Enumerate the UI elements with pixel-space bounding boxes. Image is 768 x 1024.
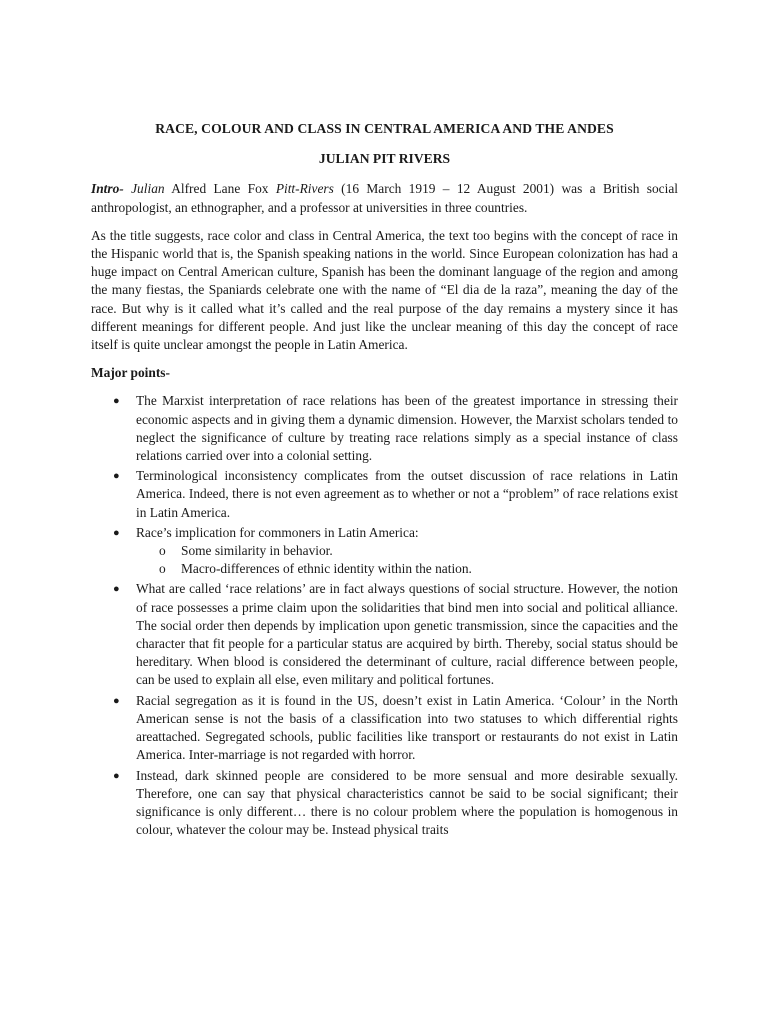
list-item <box>91 392 678 465</box>
list-item-text: What are called ‘race relations’ are in fact always questions of social structure. However, the notion of race possesses a prime claim upon the solidarities that bind men into social and political alliance. The social order then depends by implication upon genetic transmission, since the capacities and the character that fit people for a particular status are acquired by birth. Thereby, social status should be hereditary. When blood is considered the determinant of culture, racial difference between people, can be used to explain all else, even military and political fortunes. <box>136 581 678 688</box>
sub-list-item-text: Macro-differences of ethnic identity within the nation. <box>181 561 472 577</box>
bullet-icon: ● <box>113 694 120 707</box>
list-item <box>91 524 678 579</box>
list-item-text: Instead, dark skinned people are considered to be more sensual and more desirable sexually. Therefore, one can say that physical characteristics cannot be said to be social significant; their significance is only different… there is no colour problem where the population is homogenous in colour, whatever the colour may be. Instead physical traits <box>136 767 678 838</box>
sub-list-item <box>136 542 678 560</box>
intro-first-name: Julian <box>131 181 165 197</box>
document-title: RACE, COLOUR AND CLASS IN CENTRAL AMERICA AND THE ANDES <box>155 121 614 136</box>
bullet-icon: ● <box>113 583 120 596</box>
intro-paragraph <box>91 180 678 216</box>
sub-bullet-icon: o <box>159 543 166 559</box>
list-item-text: The Marxist interpretation of race relations has been of the greatest importance in stressing their economic aspects and in giving them a dynamic dimension. However, the Marxist scholars tended to neglect the significance of culture by treating race relations simply as a special instance of class relations carried over into a colonial setting. <box>136 393 678 464</box>
sub-list-item-text: Some similarity in behavior. <box>181 543 333 559</box>
sub-bullet-icon: o <box>159 561 166 577</box>
list-item <box>91 467 678 522</box>
intro-middle-names: Alfred Lane Fox <box>164 181 276 197</box>
list-item <box>91 580 678 689</box>
body-paragraph: As the title suggests, race color and class in Central America, the text too begins with the concept of race in the Hispanic world that is, the Spanish speaking nations in the world. Since European colonization has had a huge impact on Central American culture, Spanish has been the dominant language of the region and among the many fiestas, the Spaniards celebrate one with the name of “El dia de la raza”, meaning the day of the race. But why is it called what it’s called and the real purpose of the day remains a mystery since it has different meanings for different people. And just like the unclear meaning of this day the concept of race itself is quite unclear amongst the people in Latin America. <box>91 227 678 353</box>
intro-surname: Pitt-Rivers <box>275 181 334 197</box>
major-points-list <box>91 392 678 839</box>
bullet-icon: ● <box>113 470 120 483</box>
intro-label: Intro- <box>91 181 124 197</box>
bullet-icon: ● <box>113 526 120 539</box>
list-item-text: Race’s implication for commoners in Latin America: <box>136 524 419 540</box>
intro-text: (16 March 1919 – 12 August 2001) was a British social anthropologist, an ethnographer, and a professor at universities in three countries. <box>91 181 678 215</box>
list-item-text: Racial segregation as it is found in the US, doesn’t exist in Latin America. ‘Colour’ in the North American sense is not the basis of a classification into two statuses to which differential rights areattached. Segregated schools, public facilities like transport or restaurants do not exist in Latin America. Inter-marriage is not regarded with horror. <box>136 692 678 763</box>
document-page <box>91 120 678 841</box>
bullet-icon: ● <box>113 395 120 408</box>
sub-list <box>136 542 678 578</box>
sub-list-item <box>136 560 678 578</box>
major-points-heading: Major points- <box>91 365 170 381</box>
list-item <box>91 692 678 765</box>
bullet-icon: ● <box>113 769 120 782</box>
list-item <box>91 767 678 840</box>
author-heading: JULIAN PIT RIVERS <box>318 151 451 167</box>
list-item-text: Terminological inconsistency complicates from the outset discussion of race relations in Latin America. Indeed, there is not even agreement as to whether or not a “problem” of race relations exist in Latin America. <box>136 468 678 520</box>
